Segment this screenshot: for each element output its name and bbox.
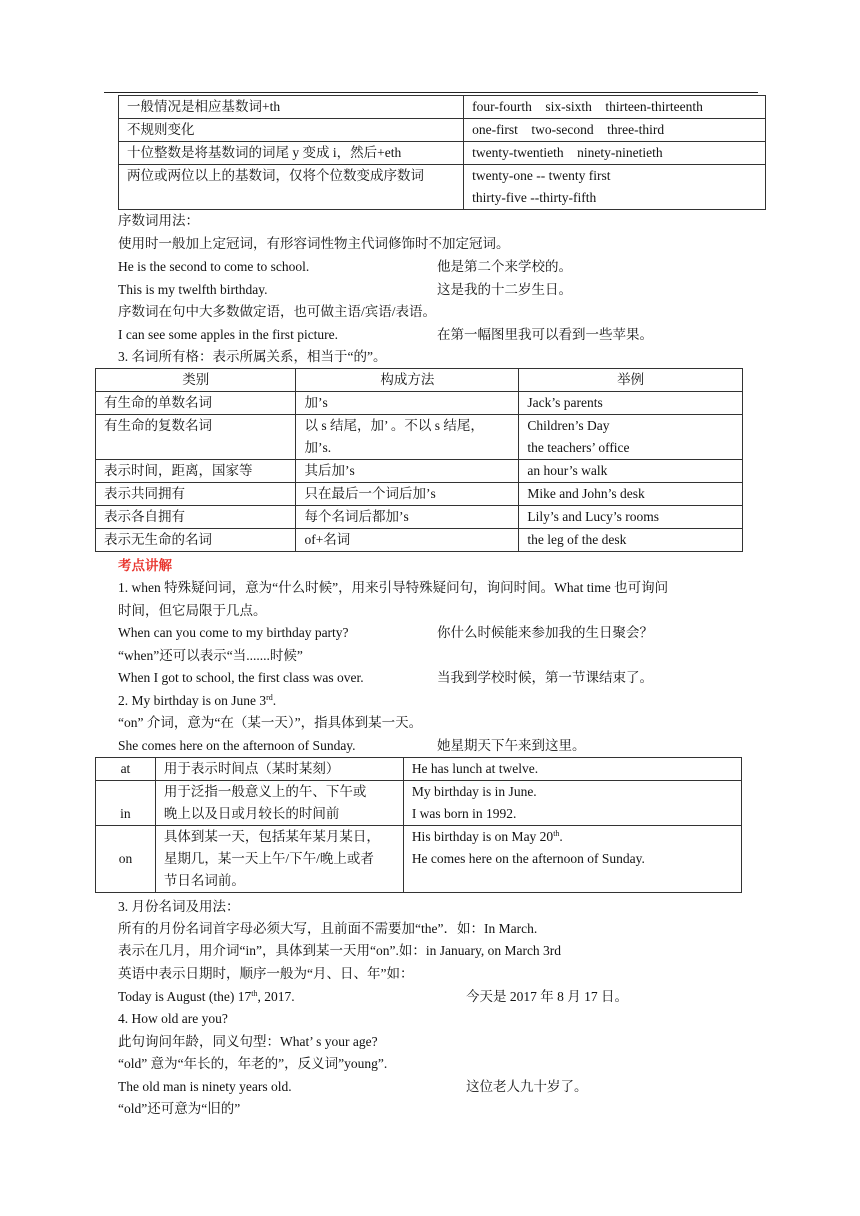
example-cell: Children’s Day the teachers’ office [519,415,743,460]
table-row [96,483,743,506]
category-cell: 表示共同拥有 [96,483,296,506]
example-en: When I got to school, the first class was over. [118,670,364,685]
table-row [96,392,743,415]
months-line3: 英语中表示日期时，顺序一般为“月、日、年”如： [118,966,414,981]
rule-cell: 一般情况是相应基数词+th [119,96,464,119]
method-cell: 只在最后一个词后加’s [296,483,519,506]
months-line1: 所有的月份名词首字母必须大写，且前面不需要加“the”．如：In March. [118,921,538,936]
preposition-cell: in [96,781,156,826]
age-line2: “old” 意为“年长的，年老的”，反义词”young”. [118,1056,388,1071]
example-cell: an hour’s walk [519,460,743,483]
example-cell: four-fourth six-sixth thirteen-thirteenth [464,96,766,119]
example-en: Today is August (the) 17th, 2017. [118,989,295,1004]
key-points-heading: 考点讲解 [118,558,172,573]
example-zh: 今天是 2017 年 8 月 17 日。 [466,989,628,1004]
example-cell: twenty-one -- twenty first thirty-five --thirty-fifth [464,165,766,210]
example-zh: 你什么时候能来参加我的生日聚会？ [437,625,653,640]
rule-cell: 十位整数是将基数词的词尾 y 变成 i，然后+eth [119,142,464,165]
preposition-table [95,757,742,893]
months-line2: 表示在几月，用介词“in”，具体到某一天用“on”.如：in January, on March 3rd [118,943,562,958]
example-cell: Mike and John’s desk [519,483,743,506]
table-row [96,460,743,483]
example-cell: Jack’s parents [519,392,743,415]
example-cell: He has lunch at twelve. [403,758,741,781]
point1-note: “when”还可以表示“当.......时候” [118,648,303,663]
column-header: 类别 [96,369,296,392]
point2-title: 2. My birthday is on June 3rd. [118,693,277,708]
category-cell: 表示时间，距离，国家等 [96,460,296,483]
category-cell: 表示各自拥有 [96,506,296,529]
usage-cell: 用于泛指一般意义上的午、下午或 晚上以及日或月较长的时间前 [155,781,403,826]
example-zh: 这位老人九十岁了。 [466,1079,588,1094]
table-row [119,165,766,210]
example-en: The old man is ninety years old. [118,1079,292,1094]
ordinal-table [118,95,766,210]
example-en: She comes here on the afternoon of Sunday. [118,738,356,753]
age-line3: “old”还可意为“旧的” [118,1101,241,1116]
age-title: 4. How old are you? [118,1011,228,1026]
rule-cell: 两位或两位以上的基数词，仅将个位数变成序数词 [119,165,464,210]
table-header-row [96,369,743,392]
table-row [96,415,743,460]
point1-line1: 1. when 特殊疑问词，意为“什么时候”，用来引导特殊疑问句，询问时间。What time 也可询问 [118,580,669,595]
top-rule [104,92,758,93]
example-cell: Lily’s and Lucy’s rooms [519,506,743,529]
example-zh: 这是我的十二岁生日。 [437,282,572,297]
table-row [119,119,766,142]
method-cell: 其后加’s [296,460,519,483]
category-cell: 表示无生命的名词 [96,529,296,552]
example-cell: one-first two-second three-third [464,119,766,142]
age-line1: 此句询问年龄，同义句型：What’ s your age? [118,1034,378,1049]
example-zh: 他是第二个来学校的。 [437,259,572,274]
example-cell: twenty-twentieth ninety-ninetieth [464,142,766,165]
method-cell: of+名词 [296,529,519,552]
preposition-cell: on [96,826,156,893]
usage-cell: 具体到某一天，包括某年某月某日， 星期几，某一天上午/下午/晚上或者 节日名词前。 [155,826,403,893]
category-cell: 有生命的单数名词 [96,392,296,415]
table-row [96,506,743,529]
table-row [96,529,743,552]
table-row [119,142,766,165]
example-en: When can you come to my birthday party? [118,625,349,640]
point1-line2: 时间，但它局限于几点。 [118,603,267,618]
example-en: He is the second to come to school. [118,259,310,274]
point2-note: “on” 介词，意为“在（某一天）”，指具体到某一天。 [118,715,423,730]
column-header: 举例 [519,369,743,392]
possessive-heading: 3. 名词所有格：表示所属关系，相当于“的”。 [118,349,387,364]
rule-cell: 不规则变化 [119,119,464,142]
months-title: 3. 月份名词及用法： [118,899,240,914]
category-cell: 有生命的复数名词 [96,415,296,460]
method-cell: 每个名词后都加’s [296,506,519,529]
ordinal-usage-heading: 序数词用法： [118,213,199,228]
example-zh: 在第一幅图里我可以看到一些苹果。 [437,327,653,342]
example-en: I can see some apples in the first picture. [118,327,339,342]
example-cell: the leg of the desk [519,529,743,552]
ordinal-rule-2: 序数词在句中大多数做定语，也可做主语/宾语/表语。 [118,304,437,319]
possessive-table [95,368,743,552]
method-cell: 加’s [296,392,519,415]
example-zh: 她星期天下午来到这里。 [437,738,586,753]
table-row [119,96,766,119]
example-zh: 当我到学校时候，第一节课结束了。 [437,670,653,685]
example-cell: My birthday is in June. I was born in 1992. [403,781,741,826]
ordinal-rule-1: 使用时一般加上定冠词，有形容词性物主代词修饰时不加定冠词。 [118,236,510,251]
example-en: This is my twelfth birthday. [118,282,268,297]
method-cell: 以 s 结尾，加’ 。不以 s 结尾， 加’s. [296,415,519,460]
table-row [96,826,742,893]
preposition-cell: at [96,758,156,781]
table-row [96,758,742,781]
usage-cell: 用于表示时间点（某时某刻） [155,758,403,781]
table-row [96,781,742,826]
example-cell: His birthday is on May 20th. He comes here on the afternoon of Sunday. [403,826,741,893]
column-header: 构成方法 [296,369,519,392]
